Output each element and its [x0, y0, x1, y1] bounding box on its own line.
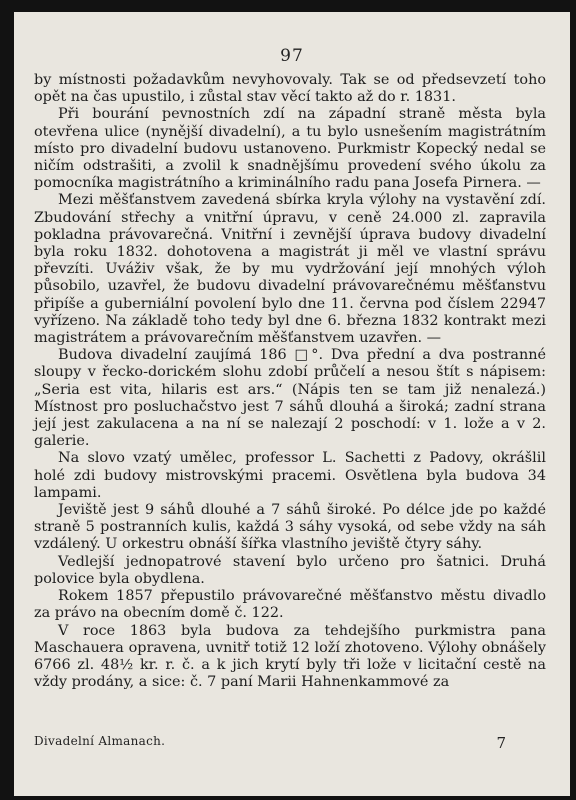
- paragraph: Vedlejší jednopatrové stavení bylo určeno pro šatnici. Druhá polovice byla obydlena.: [34, 553, 546, 587]
- document-page: [14, 12, 570, 796]
- paragraph: Na slovo vzatý umělec, professor L. Sachetti z Padovy, okrášlil holé zdi budovy mistrovskými pracemi. Osvětlena byla budova 34 lampami.: [34, 450, 546, 501]
- paragraph: Rokem 1857 přepustilo právovarečné měšťanstvo městu divadlo za právo na obecním domě č. 122.: [34, 588, 546, 622]
- paragraph: by místnosti požadavkům nevyhovovaly. Tak se od předsevzetí toho opět na čas upustilo, i zůstal stav věcí takto až do r. 1831.: [34, 72, 546, 106]
- paragraph: Jeviště jest 9 sáhů dlouhé a 7 sáhů široké. Po délce jde po každé straně 5 postranních kulis, každá 3 sáhy vysoká, od sebe vždy na sáh vzdálený. U orkestru obnáší šířka vlastního jeviště čtyry sáhy.: [34, 502, 546, 553]
- footer-publication-title: Divadelní Almanach.: [34, 734, 166, 748]
- paragraph: V roce 1863 byla budova za tehdejšího purkmistra pana Maschauera opravena, uvnitř totiž 12 loží zhotoveno. Výlohy obnášely 6766 zl. 48½ kr. r. č. a k jich krytí byly tři lože v licitační cestě na vždy prodány, a sice: č. 7 paní Marii Hahnenkammové za: [34, 622, 546, 691]
- body-text: [34, 72, 546, 691]
- footer-signature-mark: 7: [496, 734, 506, 752]
- paragraph: Při bourání pevnostních zdí na západní straně města byla otevřena ulice (nynější divadelní), a tu bylo usnešením magistrátním místo pro divadelní budovu ustanoveno. Purkmistr Kopecký nedal se ničím odstrašiti, a zvolil k snadnějšímu provedení svého úkolu za pomocníka magistrátního a kriminálního radu pana Josefa Pirnera. —: [34, 106, 546, 192]
- paragraph: Mezi měšťanstvem zavedená sbírka kryla výlohy na vystavění zdí. Zbudování střechy a vnitřní úpravu, v ceně 24.000 zl. zapravila pokladna právovarečná. Vnitřní i zevnější úprava budovy divadelní byla roku 1832. dohotovena a magistrát ji měl ve vlastní správu převzíti. Uváživ však, že by mu vydržování její mnohých výloh působilo, uzavřel, že budovu divadelní právovarečnému měšťanstvu připíše a guberniální povolení bylo dne 11. června pod číslem 22947 vyřízeno. Na základě toho tedy byl dne 6. března 1832 kontrakt mezi magistrátem a právovarečním měšťanstvem uzavřen. —: [34, 192, 546, 347]
- paragraph: Budova divadelní zaujímá 186 □°. Dva přední a dva postranné sloupy v řecko-dorickém slohu zdobí průčelí a nesou štít s nápisem: „Seria est vita, hilaris est ars.“ (Nápis ten se tam již nenalezá.) Místnost pro posluchačstvo jest 7 sáhů dlouhá a široká; zadní strana její jest zakulacena a na ní se nalezají 2 poschodí: v 1. lože a v 2. galerie.: [34, 347, 546, 450]
- page-footer: [34, 734, 546, 752]
- page-number: 97: [280, 46, 304, 66]
